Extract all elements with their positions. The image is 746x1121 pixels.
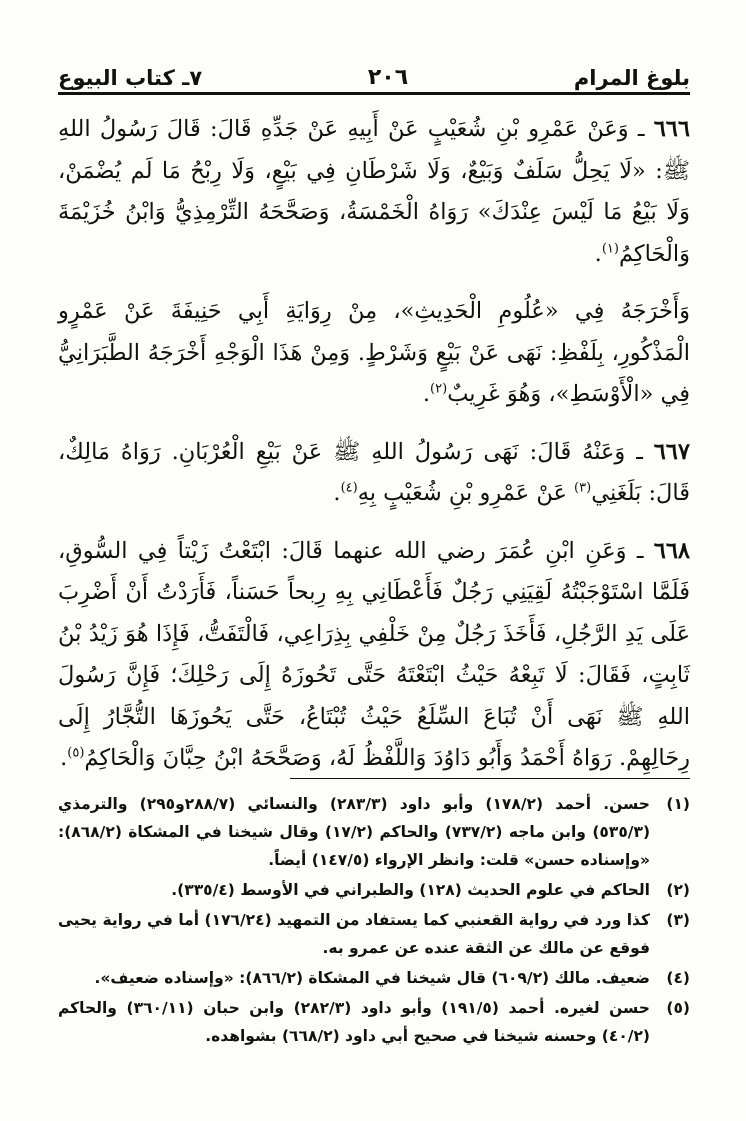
hadith-text-end: .: [333, 480, 341, 506]
footnote-number: (٤): [666, 969, 690, 987]
page: [58, 60, 690, 1045]
footnote-number: (٣): [666, 911, 690, 929]
footnote-text: الحاكم في علوم الحديث (١٢٨) والطبراني في الأوسط (٣٣٥/٤).: [171, 881, 650, 899]
hadith-text: وَأَخْرَجَهُ فِي «عُلُومِ الْحَدِيثِ»، مِنْ رِوَايَةِ أَبِي حَنِيفَةَ عَنْ عَمْرٍو الْمَذْكُورِ، بِلَفْظِ: نَهَى عَنْ بَيْعٍ وَشَرْطٍ. وَمِنْ هَذَا الْوَجْهِ أَخْرَجَهُ الطَّبَرَانِيُّ فِي «الْأَوْسَطِ»، وَهُوَ غَرِيبٌ: [58, 298, 690, 407]
footnote-ref: (١): [601, 241, 619, 256]
footnote-3: [58, 906, 690, 962]
hadith-666-note: [58, 291, 690, 416]
footnote-5: [58, 994, 690, 1050]
footnote-text: كذا ورد في رواية القعنبي كما يستفاد من التمهيد (١٧٦/٢٤) أما في رواية يحيى فوقع عن مالك عن الثقة عنده عن عمرو به.: [58, 911, 650, 957]
footnotes: [58, 790, 690, 1052]
footnote-ref: (٢): [430, 381, 448, 397]
footnote-1: [58, 790, 690, 874]
footnote-ref: (٣): [574, 480, 592, 496]
book-title: بلوغ المرام: [573, 66, 690, 90]
footnote-ref: (٤): [340, 480, 358, 496]
hadith-number: ٦٦٧: [653, 438, 690, 465]
footnote-number: (٥): [666, 999, 690, 1017]
footnote-divider: [290, 778, 690, 779]
footnote-ref: (٥): [67, 745, 85, 761]
footnote-number: (٢): [666, 881, 690, 899]
chapter-title: ٧ـ كتاب البيوع: [58, 66, 203, 90]
hadith-text-end: .: [422, 381, 431, 407]
footnote-2: [58, 876, 690, 904]
hadith-text: ـ وَعَنْهُ قَالَ: نَهَى رَسُولُ اللهِ ﷺ عَنْ بَيْعِ الْعُرْبَانِ. رَوَاهُ مَالِكٌ، قَالَ: بَلَغَنِي: [58, 438, 690, 506]
footnote-4: [58, 964, 690, 992]
hadith-text: ـ وَعَنِ ابْنِ عُمَرَ رضي الله عنهما قَالَ: ابْتَعْتُ زَيْتاً فِي السُّوقِ، فَلَمَّا اسْتَوْجَبْتُهُ لَقِيَنِي رَجُلٌ فَأَعْطَانِي بِهِ رِبحاً حَسَناً، فَأَرَدْتُ أَنْ أَضْرِبَ عَلَى يَدِ الرَّجُلِ، فَأَخَذَ رَجُلٌ مِنْ خَلْفِي بِذِرَاعِي، فَالْتَفَتُّ، فَإِذَا هُوَ زَيْدُ بْنُ ثَابِتٍ، فَقَالَ: لَا تَبِعْهُ حَيْثُ ابْتَعْتَهُ حَتَّى تَحُوزَهُ إِلَى رَحْلِكَ؛ فَإِنَّ رَسُولَ اللهِ ﷺ نَهَى أَنْ تُبَاعَ السِّلَعُ حَيْثُ تُبْتَاعُ، حَتَّى يَحُوزَهَا التُّجَّارُ إِلَى رِحَالِهِمْ. رَوَاهُ أَحْمَدُ وَأَبُو دَاوُدَ وَاللَّفْظُ لَهُ، وَصَحَّحَهُ ابْنُ حِبَّانَ وَالْحَاكِمُ: [58, 537, 690, 771]
hadith-text-end: .: [594, 240, 602, 267]
footnote-number: (١): [666, 795, 690, 813]
page-header: [58, 60, 690, 95]
hadith-text-end: .: [60, 745, 68, 771]
footnote-text: ضعيف. مالك (٦٠٩/٢) قال شيخنا في المشكاة (٨٦٦/٢): «وإسناده ضعيف».: [94, 969, 650, 987]
hadith-text-cont: عَنْ عَمْرِو بْنِ شُعَيْبٍ بِهِ: [357, 480, 575, 506]
footnote-text: حسن. أحمد (١٧٨/٢) وأبو داود (٢٨٣/٣) والنسائي (٢٨٨/٧و٢٩٥) والترمذي (٥٣٥/٣) وابن ماجه (٧٣٧/٢) والحاكم (١٧/٢) وقال شيخنا في المشكاة (٨٦٨/٢): «وإسناده حسن» قلت: وانظر الإرواء (١٤٧/٥) أيضاً.: [58, 795, 651, 869]
hadith-667: [58, 432, 690, 515]
footnote-text: حسن لغيره. أحمد (١٩١/٥) وأبو داود (٢٨٢/٣) وابن حبان (٣٦٠/١١) والحاكم (٤٠/٢) وحسنه شيخنا في صحيح أبي داود (٦٦٨/٢) بشواهده.: [58, 999, 650, 1045]
hadith-666: [58, 109, 690, 275]
page-number: ٢٠٦: [367, 65, 409, 90]
hadith-number: ٦٦٦: [653, 116, 690, 142]
hadith-text: ـ وَعَنْ عَمْرِو بْنِ شُعَيْبٍ عَنْ أَبِيهِ عَنْ جَدِّهِ قَالَ: قَالَ رَسُولُ اللهِ ﷺ: «لَا يَحِلُّ سَلَفٌ وَبَيْعٌ، وَلَا شَرْطَانِ فِي بَيْعٍ، وَلَا رِبْحُ مَا لَم يُضْمَنْ، وَلَا بَيْعُ مَا لَيْسَ عِنْدَكَ» رَوَاهُ الْخَمْسَةُ، وَصَحَّحَهُ التِّرْمِذِيُّ وَابْنُ خُزَيْمَةَ وَالْحَاكِمُ: [58, 116, 690, 267]
hadith-668: [58, 531, 690, 780]
hadith-number: ٦٦٨: [653, 537, 690, 564]
